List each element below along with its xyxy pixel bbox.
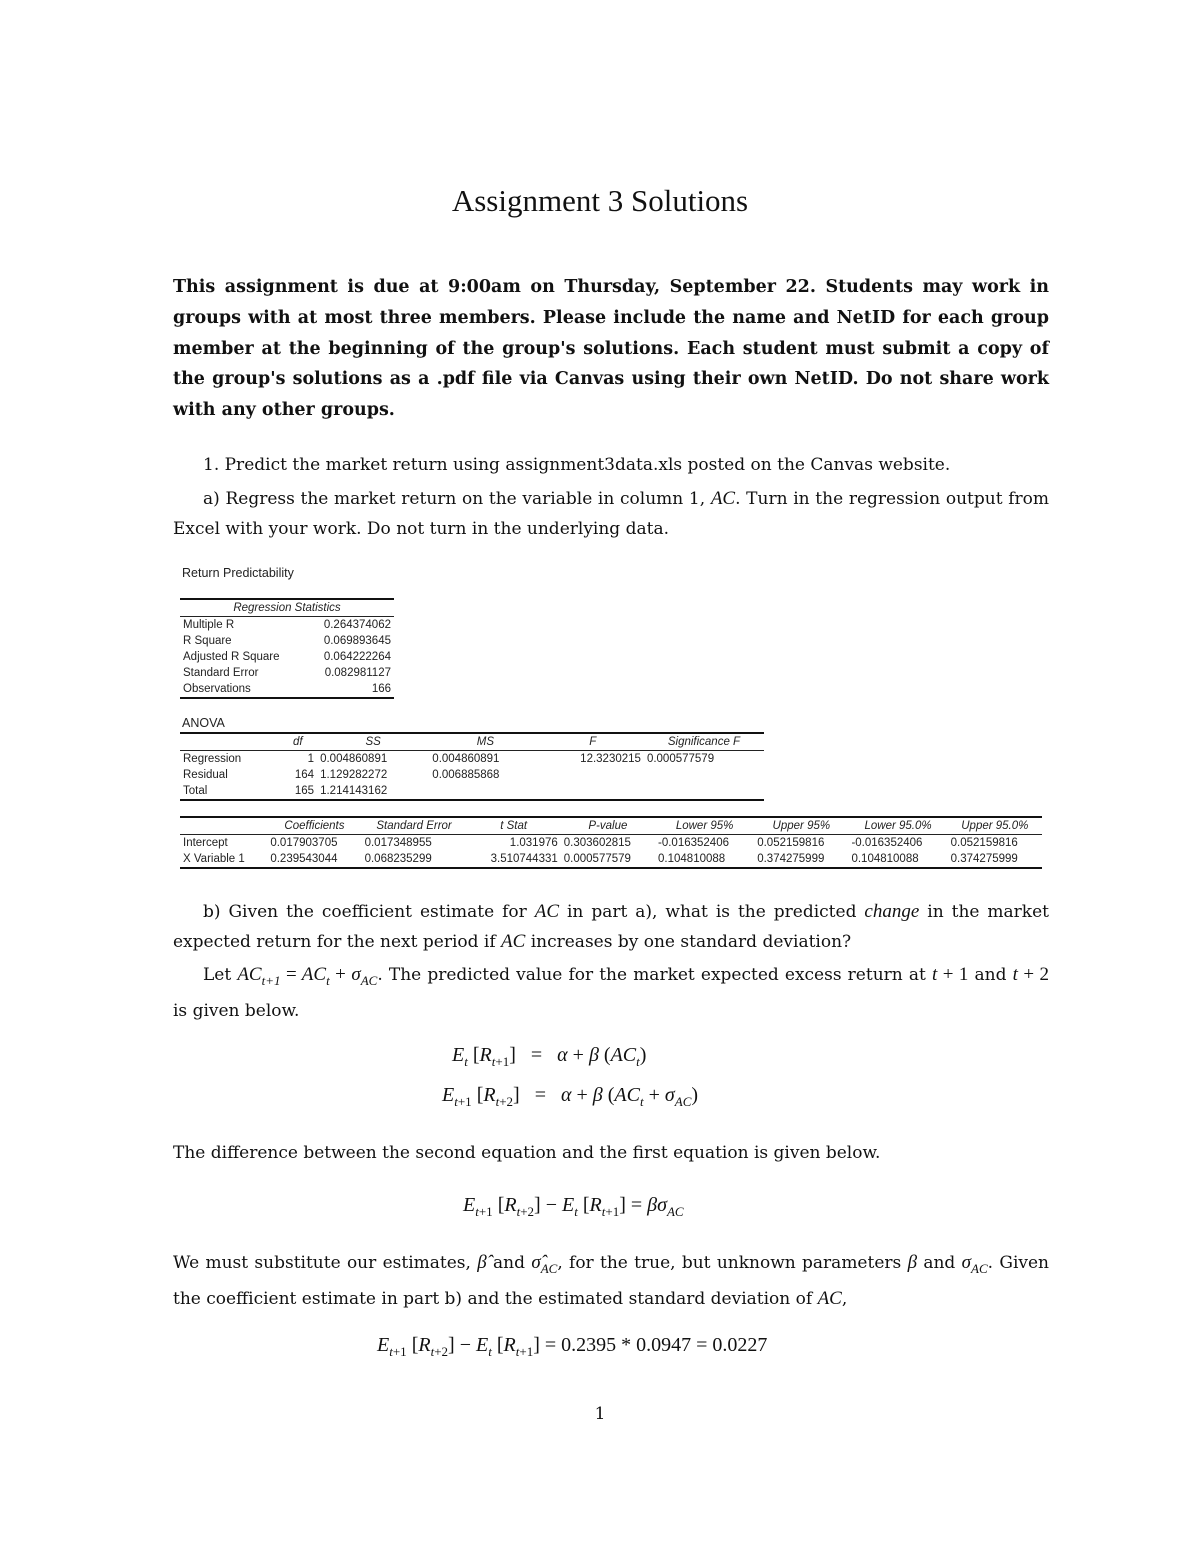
output-caption: Return Predictability bbox=[182, 566, 294, 580]
table-row: Residual 164 1.129282272 0.006885868 bbox=[183, 769, 500, 781]
coefficients-table: Coefficients Standard Error t Stat P-value Lower 95% Upper 95% Lower 95.0% Upper 95.0% Intercept 0.017903705 0.017348955 1.031976 0.303602815 -0.016352406 0.052159816 -0.016352406 0.052159816 X Variable 1 0.239543044 0.068235299 3.510744331 0.000577579 0.104810088 0.374275999 0.104810088 0.374275999 bbox=[180, 816, 1042, 869]
page-number: 1 bbox=[594, 1404, 606, 1424]
table-row: X Variable 1 0.239543044 0.068235299 3.510744331 0.000577579 0.104810088 0.374275999 0.104810088 0.374275999 bbox=[180, 851, 1042, 868]
page-title: Assignment 3 Solutions bbox=[451, 183, 749, 218]
substitution-statement: We must substitute our estimates, β̂ and $\sigmâ_{AC}$, for the true, but unknown parameters β and $\sigma_{AC}$. Given the coefficient estimate in part b) and the estimated standard deviation of AC, bbox=[173, 1252, 1049, 1309]
table-row: Adjusted R Square 0.064222264 bbox=[183, 651, 391, 663]
anova-caption: ANOVA bbox=[182, 716, 225, 730]
question-1b: b) Given the coefficient estimate for AC in part a), what is the predicted change in the market expected return for the next period if AC increases by one standard deviation? bbox=[173, 901, 1049, 952]
question-1a: a) Regress the market return on the variable in column 1, AC. Turn in the regression output from Excel with your work. Do not turn in the underlying data. bbox=[173, 488, 1049, 539]
assignment-instructions: This assignment is due at 9:00am on Thursday, September 22. Students may work in groups with at most three members. Please include the name and NetID for each group member at the beginning of the group's solutions. Each student must submit a copy of the group's solutions as a .pdf file via Canvas using their own NetID. Do not share work with any other groups. bbox=[173, 277, 1049, 421]
question-1: 1. Predict the market return using assignment3data.xls posted on the Canvas website. bbox=[203, 455, 951, 475]
equation-2: $E_{t+1}$ $[R_{t+2}] = \alpha + \beta$ $(AC_t + \sigma_{AC})$ bbox=[442, 1084, 699, 1109]
table-row: Intercept 0.017903705 0.017348955 1.031976 0.303602815 -0.016352406 0.052159816 -0.016352406 0.052159816 bbox=[183, 837, 1018, 849]
equation-1: $E_t$ $[R_{t+1}] = \alpha + \beta$ $(AC_t)$ bbox=[452, 1044, 647, 1069]
let-statement: Let $AC_{t+1} = AC_t + \sigma_{AC}$. The predicted value for the market expected excess return at t + 1 and t + 2 is given below. bbox=[173, 964, 1050, 1021]
table-row: Regression 1 0.004860891 0.004860891 12.3230215 0.000577579 bbox=[183, 753, 715, 765]
table-row: Total 165 1.214143162 bbox=[180, 783, 764, 800]
table-row: Multiple R 0.264374062 bbox=[183, 619, 391, 631]
table-row: R Square 0.069893645 bbox=[183, 635, 391, 647]
regression-statistics-table: Regression Statistics Multiple R 0.264374062 R Square 0.069893645 Adjusted R Square 0.064222264 Standard Error 0.082981127 Observations 166 bbox=[180, 598, 394, 699]
anova-table: df SS MS F Significance F Regression 1 0.004860891 0.004860891 12.3230215 0.000577579 Residual 164 1.129282272 0.006885868 Total 165 1.214143162 bbox=[180, 732, 764, 801]
table-row: Observations 166 bbox=[180, 681, 394, 698]
difference-statement: The difference between the second equation and the first equation is given below. bbox=[173, 1143, 881, 1163]
table-row: Standard Error 0.082981127 bbox=[183, 667, 391, 679]
document-page: Assignment 3 Solutions This assignment is due at 9:00am on Thursday, September 22. Students may work in groups with at most three members. Please include the name and NetID for each group member at the beginning of the group's solutions. Each student must submit a copy of the group's solutions as a .pdf file via Canvas using their own NetID. Do not share work with any other groups. 1. Predict the market return using assignment3data.xls posted on the Canvas website. a) Regress the market return on the variable in column 1, AC. Turn in the regression output from Excel with your work. Do not turn in the underlying data. Return Predictability Regression Statistics Multiple R 0.264374062 R Square 0.069893645 Adjusted R Square 0.064222264 Standard Error 0.082981127 Observations 166 ANOVA df SS MS F Significance F Regression 1 0.004860891 0.004860891 12.3230215 0.000577579 Residual 164 1.129282272 0.006885868 Total 165 1.214143162 Coefficients Standard Error t Stat P-value Lower 95% Upper 95% Lower 95.0% Upper 95.0% Intercept 0.017903705 0.017348955 1.031976 0.303602815 -0.016352406 0.052159816 -0.016352406 0.052159816 X Variable 1 0.239543044 0.068235299 3.510744331 0.000577579 0.104810088 0.374275999 0.104810088 0.374275999 b) Given the coefficient estimate for AC in part a), what is the predicted change in the market expected return for the next period if AC increases by one standard deviation? Let $AC_{t+1} = AC_t + \sigma_{AC}$. The predicted value for the market expected excess return at t + 1 and t + 2 is given below. $E_t$ $[R_{t+1}] = \alpha + \beta$ $(AC_t)$ $E_{t+1}$ $[R_{t+2}] = \alpha + \beta$ $(AC_t + \sigma_{AC})$ The difference between the second equation and the first equation is given below. $E_{t+1}$ $[R_{t+2}] - E_t$ $[R_{t+1}] = \beta\sigma_{AC}$ We must substitute our estimates, β̂ and $\sigmâ_{AC}$, for the true, but unknown parameters β and $\sigma_{AC}$. Given the coefficient estimate in part b) and the estimated standard deviation of AC, $E_{t+1}$ $[R_{t+2}] - E_t$ $[R_{t+1}] = 0.2395 * 0.0947 = 0.0227$ 1 bbox=[0, 0, 1200, 1553]
